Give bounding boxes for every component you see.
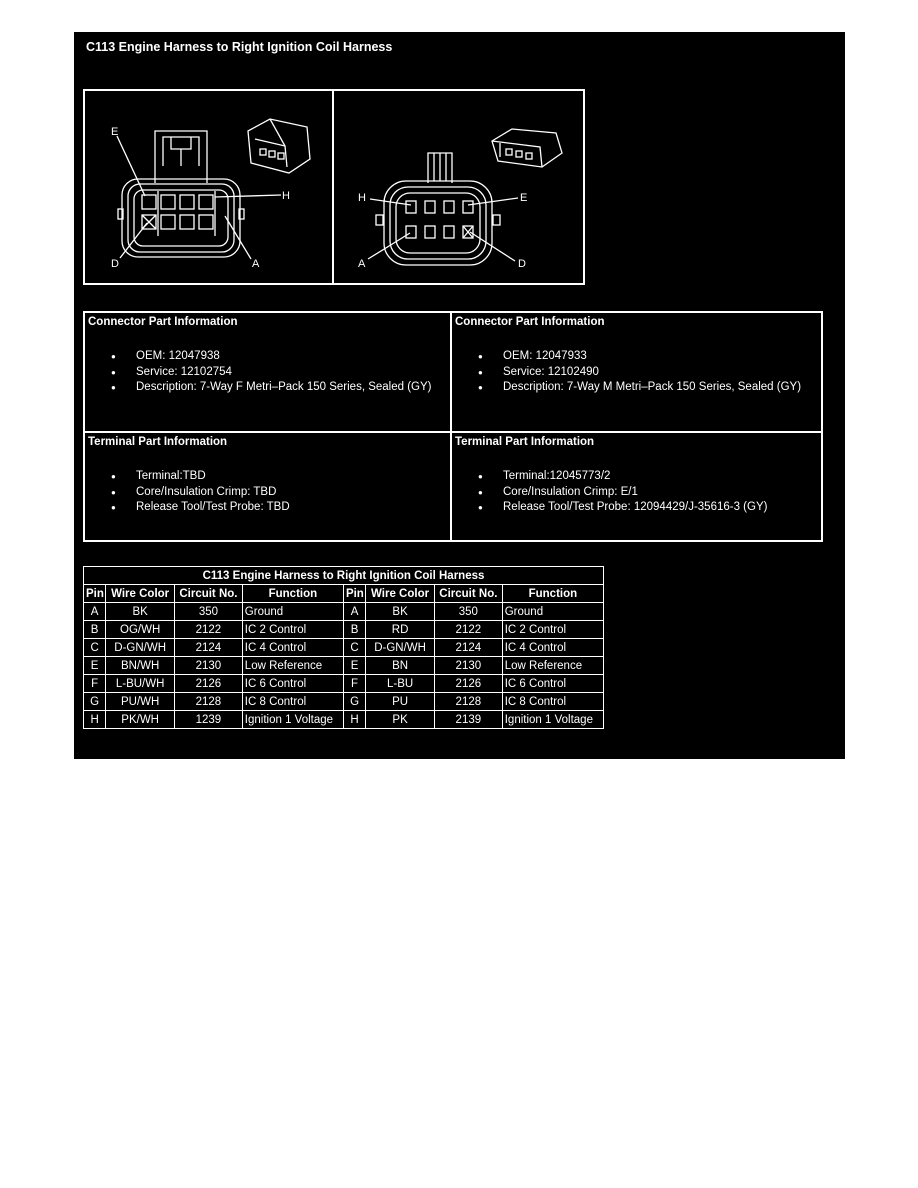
table-cell: 2126 bbox=[434, 675, 502, 693]
table-cell: H bbox=[343, 711, 365, 729]
column-header: Pin bbox=[343, 585, 365, 603]
pin-label-h: H bbox=[358, 192, 366, 204]
table-cell: IC 6 Control bbox=[242, 675, 343, 693]
table-cell: BK bbox=[366, 603, 435, 621]
table-cell: G bbox=[343, 693, 365, 711]
list-item: ● Core/Insulation Crimp: E/1 bbox=[452, 485, 821, 501]
table-cell: B bbox=[343, 621, 365, 639]
bullet-list bbox=[85, 349, 450, 396]
bullet-list bbox=[85, 469, 450, 516]
table-row bbox=[84, 657, 604, 675]
table-cell: PU bbox=[366, 693, 435, 711]
pin-label-a: A bbox=[358, 258, 366, 270]
table-cell: 2122 bbox=[434, 621, 502, 639]
table-cell: 2128 bbox=[175, 693, 243, 711]
list-item: ● Core/Insulation Crimp: TBD bbox=[85, 485, 450, 501]
table-cell: C bbox=[343, 639, 365, 657]
table-cell: 2130 bbox=[175, 657, 243, 675]
table-cell: 350 bbox=[175, 603, 243, 621]
table-cell: OG/WH bbox=[106, 621, 175, 639]
list-item: ● OEM: 12047938 bbox=[85, 349, 450, 365]
table-cell: D-GN/WH bbox=[106, 639, 175, 657]
table-cell: E bbox=[84, 657, 106, 675]
male-connector-drawing bbox=[334, 91, 583, 283]
table-cell: BK bbox=[106, 603, 175, 621]
pin-label-d: D bbox=[111, 258, 119, 270]
table-cell: 2124 bbox=[434, 639, 502, 657]
table-cell: B bbox=[84, 621, 106, 639]
female-connector-diagram bbox=[85, 91, 332, 283]
list-item: ● Service: 12102754 bbox=[85, 365, 450, 381]
table-caption: C113 Engine Harness to Right Ignition Coil Harness bbox=[84, 567, 604, 585]
table-cell: PK/WH bbox=[106, 711, 175, 729]
table-cell: RD bbox=[366, 621, 435, 639]
column-header: Function bbox=[502, 585, 603, 603]
table-cell: IC 4 Control bbox=[502, 639, 603, 657]
table-cell: A bbox=[84, 603, 106, 621]
table-cell: 2122 bbox=[175, 621, 243, 639]
table-cell: Ignition 1 Voltage bbox=[242, 711, 343, 729]
section-heading: Connector Part Information bbox=[88, 316, 238, 328]
male-connector-diagram bbox=[334, 91, 583, 283]
table-row bbox=[84, 603, 604, 621]
list-item: ● Release Tool/Test Probe: 12094429/J-35616-3 (GY) bbox=[452, 500, 821, 516]
table-cell: 2139 bbox=[434, 711, 502, 729]
column-header: Function bbox=[242, 585, 343, 603]
table-cell: F bbox=[343, 675, 365, 693]
bullet-list bbox=[452, 349, 821, 396]
section-heading: Terminal Part Information bbox=[455, 436, 595, 448]
table-cell: IC 8 Control bbox=[502, 693, 603, 711]
section-heading: Terminal Part Information bbox=[88, 436, 228, 448]
table-cell: 1239 bbox=[175, 711, 243, 729]
column-header: Wire Color bbox=[366, 585, 435, 603]
grid-divider-horizontal bbox=[85, 431, 821, 433]
table-cell: IC 8 Control bbox=[242, 693, 343, 711]
table-cell: C bbox=[84, 639, 106, 657]
list-item: ● Service: 12102490 bbox=[452, 365, 821, 381]
column-header: Circuit No. bbox=[175, 585, 243, 603]
list-item: ● Description: 7-Way M Metri–Pack 150 Series, Sealed (GY) bbox=[452, 380, 821, 396]
terminal-info-female bbox=[85, 433, 450, 540]
table-cell: G bbox=[84, 693, 106, 711]
part-info-grid bbox=[83, 311, 823, 542]
table-cell: Ground bbox=[502, 603, 603, 621]
pin-label-h: H bbox=[282, 190, 290, 202]
list-item: ● Description: 7-Way F Metri–Pack 150 Series, Sealed (GY) bbox=[85, 380, 450, 396]
connector-diagrams bbox=[83, 89, 585, 285]
table-cell: F bbox=[84, 675, 106, 693]
column-header: Circuit No. bbox=[434, 585, 502, 603]
table-cell: Ground bbox=[242, 603, 343, 621]
table-row bbox=[84, 693, 604, 711]
list-item: ● Release Tool/Test Probe: TBD bbox=[85, 500, 450, 516]
pin-label-e: E bbox=[111, 126, 119, 138]
bullet-list bbox=[452, 469, 821, 516]
pin-label-e: E bbox=[520, 192, 528, 204]
column-header: Pin bbox=[84, 585, 106, 603]
table-row bbox=[84, 711, 604, 729]
table-cell: Ignition 1 Voltage bbox=[502, 711, 603, 729]
grid-divider-vertical bbox=[450, 313, 452, 540]
table-cell: A bbox=[343, 603, 365, 621]
document-panel bbox=[74, 32, 845, 759]
connector-info-male bbox=[452, 313, 821, 431]
female-connector-drawing bbox=[85, 91, 332, 283]
connector-info-female bbox=[85, 313, 450, 431]
table-cell: PU/WH bbox=[106, 693, 175, 711]
table-cell: D-GN/WH bbox=[366, 639, 435, 657]
table-row bbox=[84, 621, 604, 639]
pin-label-a: A bbox=[252, 258, 260, 270]
table-cell: Low Reference bbox=[242, 657, 343, 675]
terminal-info-male bbox=[452, 433, 821, 540]
list-item: ● Terminal:TBD bbox=[85, 469, 450, 485]
table-cell: IC 6 Control bbox=[502, 675, 603, 693]
table-cell: 2124 bbox=[175, 639, 243, 657]
list-item: ● Terminal:12045773/2 bbox=[452, 469, 821, 485]
table-cell: 2130 bbox=[434, 657, 502, 675]
table-cell: Low Reference bbox=[502, 657, 603, 675]
pin-label-d: D bbox=[518, 258, 526, 270]
table-cell: IC 4 Control bbox=[242, 639, 343, 657]
section-heading: Connector Part Information bbox=[455, 316, 605, 328]
table-cell: IC 2 Control bbox=[502, 621, 603, 639]
table-row bbox=[84, 675, 604, 693]
table-cell: BN bbox=[366, 657, 435, 675]
table-cell: BN/WH bbox=[106, 657, 175, 675]
page-title: C113 Engine Harness to Right Ignition Coil Harness bbox=[86, 40, 393, 54]
table-cell: L-BU/WH bbox=[106, 675, 175, 693]
table-cell: L-BU bbox=[366, 675, 435, 693]
list-item: ● OEM: 12047933 bbox=[452, 349, 821, 365]
table-cell: 350 bbox=[434, 603, 502, 621]
table-cell: E bbox=[343, 657, 365, 675]
table-cell: 2126 bbox=[175, 675, 243, 693]
table-cell: H bbox=[84, 711, 106, 729]
table-header-row bbox=[84, 585, 604, 603]
table-cell: PK bbox=[366, 711, 435, 729]
table-cell: IC 2 Control bbox=[242, 621, 343, 639]
pinout-table bbox=[83, 566, 604, 729]
table-row bbox=[84, 639, 604, 657]
table-cell: 2128 bbox=[434, 693, 502, 711]
column-header: Wire Color bbox=[106, 585, 175, 603]
